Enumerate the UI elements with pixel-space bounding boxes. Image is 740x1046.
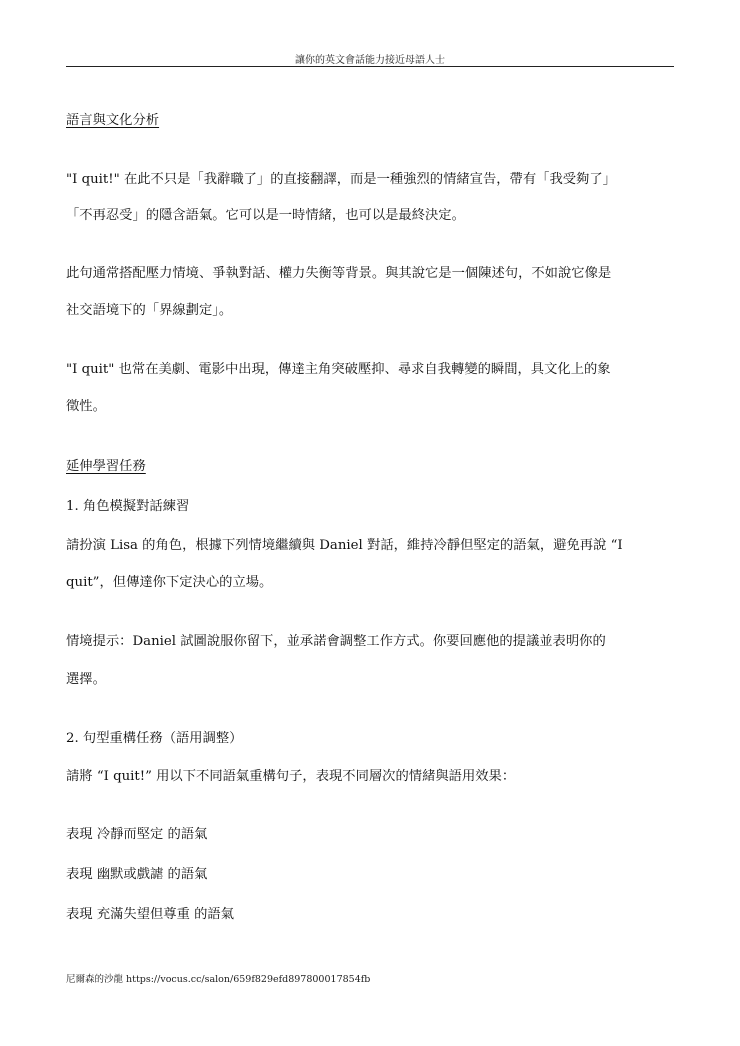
paragraph-line: 此句通常搭配壓力情境、爭執對話、權力失衡等背景。與其說它是一個陳述句，不如說它像是 bbox=[66, 266, 612, 281]
paragraph-line: 情境提示：Daniel 試圖說服你留下，並承諾會調整工作方式。你要回應他的提議並表明你的 bbox=[66, 634, 606, 649]
paragraph-line: 選擇。 bbox=[66, 672, 106, 687]
paragraph-line: quit”，但傳達你下定決心的立場。 bbox=[66, 575, 273, 590]
page-footer: 尼爾森的沙龍 https://vocus.cc/salon/659f829efd897800017854fb bbox=[66, 974, 371, 985]
list-item: 表現 充滿失望但尊重 的語氣 bbox=[66, 907, 235, 922]
paragraph-line: 「不再忍受」的隱含語氣。它可以是一時情緒，也可以是最終決定。 bbox=[66, 208, 465, 223]
list-item: 表現 幽默或戲謔 的語氣 bbox=[66, 867, 208, 882]
section-title-extension: 延伸學習任務 bbox=[66, 459, 146, 474]
paragraph-line: 徵性。 bbox=[66, 399, 106, 414]
paragraph-line: 請將 “I quit!” 用以下不同語氣重構句子，表現不同層次的情緒與語用效果： bbox=[66, 769, 516, 784]
paragraph-line: "I quit" 也常在美劇、電影中出現，傳達主角突破壓抑、尋求自我轉變的瞬間，具文化上的象 bbox=[66, 362, 611, 377]
paragraph-line: "I quit!" 在此不只是「我辭職了」的直接翻譯，而是一種強烈的情緒宣告，帶有「我受夠了」 bbox=[66, 172, 616, 187]
section-title-analysis: 語言與文化分析 bbox=[66, 113, 160, 128]
header-divider bbox=[66, 66, 674, 67]
task-title: 1. 角色模擬對話練習 bbox=[66, 499, 190, 514]
list-item: 表現 冷靜而堅定 的語氣 bbox=[66, 827, 208, 842]
page-header: 讓你的英文會話能力接近母語人士 bbox=[295, 55, 445, 66]
paragraph-line: 社交語境下的「界線劃定」。 bbox=[66, 303, 233, 318]
task-title: 2. 句型重構任務（語用調整） bbox=[66, 731, 243, 746]
paragraph-line: 請扮演 Lisa 的角色，根據下列情境繼續與 Daniel 對話，維持冷靜但堅定的語氣，避免再說 “I bbox=[66, 538, 623, 553]
